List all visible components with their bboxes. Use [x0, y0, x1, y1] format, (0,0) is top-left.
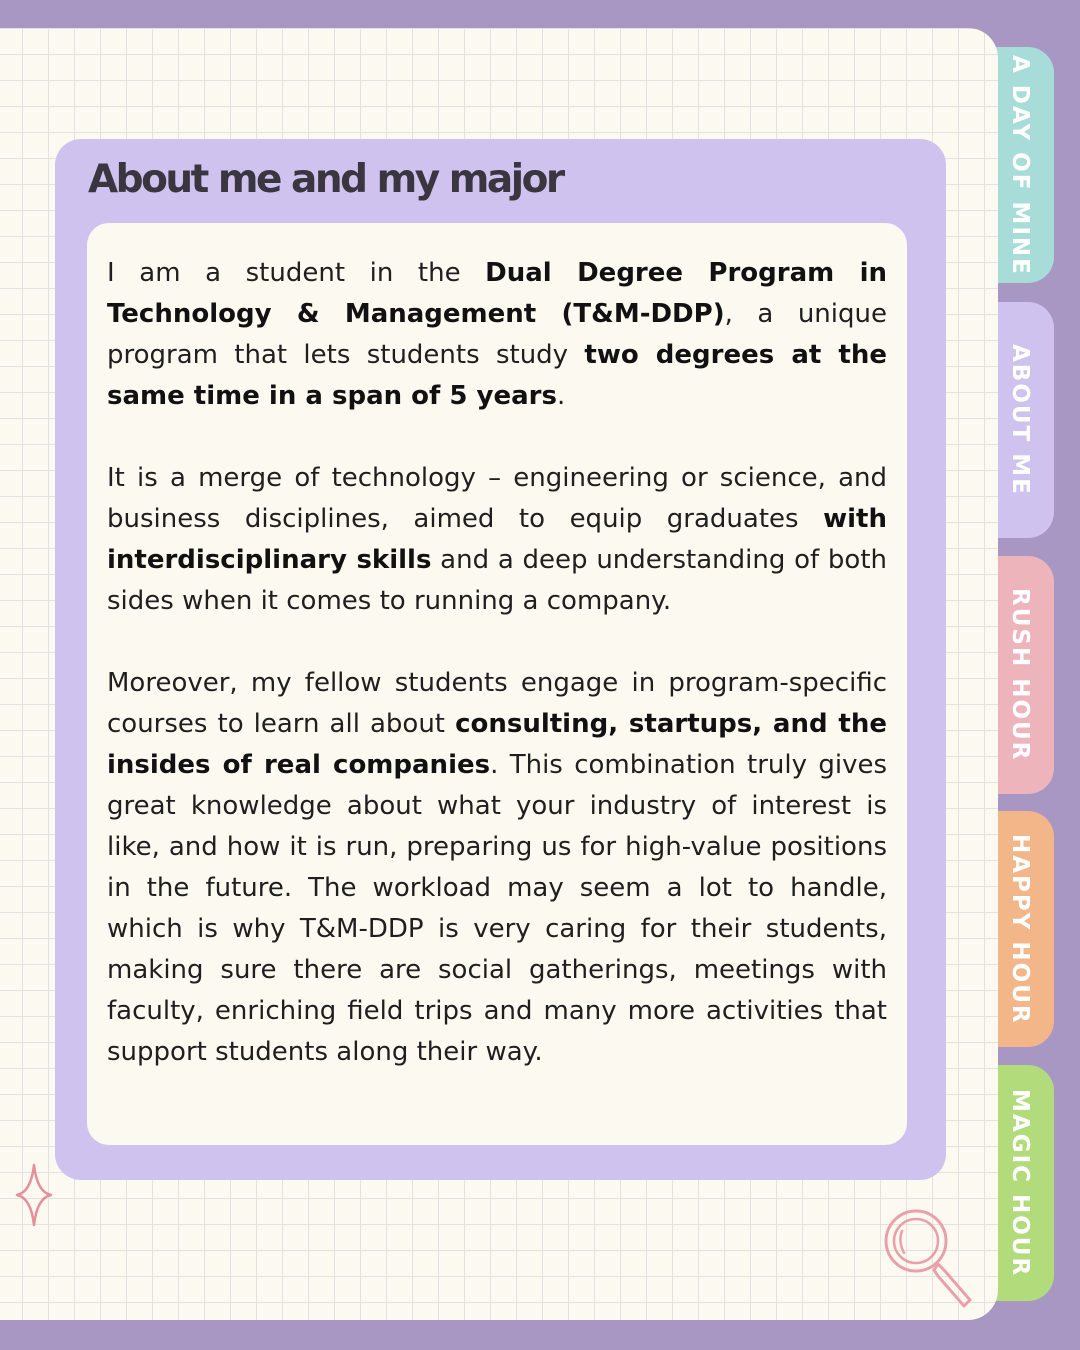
tab-label-rush-hour[interactable]: RUSH HOUR [1007, 588, 1033, 762]
tab-label-magic-hour[interactable]: MAGIC HOUR [1007, 1088, 1033, 1278]
magnifier-icon [882, 1207, 982, 1313]
tab-label-happy-hour[interactable]: HAPPY HOUR [1007, 833, 1033, 1025]
paragraph-1: I am a student in the Dual Degree Program in Technology & Management (T&M-DDP), a unique program that lets students study two degrees at the same time in a span of 5 years. [107, 258, 887, 411]
tab-label-about-me[interactable]: ABOUT ME [1007, 344, 1033, 496]
tab-label-a-day-of-mine[interactable]: A DAY OF MINE [1007, 54, 1033, 276]
paragraph-2: It is a merge of technology – engineering or science, and business disciplines, aimed to equip graduates with interdisciplinary skills and a deep understanding of both sides when it comes to running a company. [107, 463, 887, 616]
sparkle-icon [14, 1162, 54, 1228]
text-panel [87, 223, 907, 1145]
paragraph-3: Moreover, my fellow students engage in program-specific courses to learn all about consulting, startups, and the insides of real companies. This combination truly gives great knowledge about what your industry of interest is like, and how it is run, preparing us for high-value positions in the future. The workload may seem a lot to handle, which is why T&M-DDP is very caring for their students, making sure there are social gatherings, meetings with faculty, enriching field trips and many more activities that support students along their way. [107, 668, 887, 1067]
about-card [55, 139, 946, 1180]
card-title: About me and my major [88, 157, 563, 202]
